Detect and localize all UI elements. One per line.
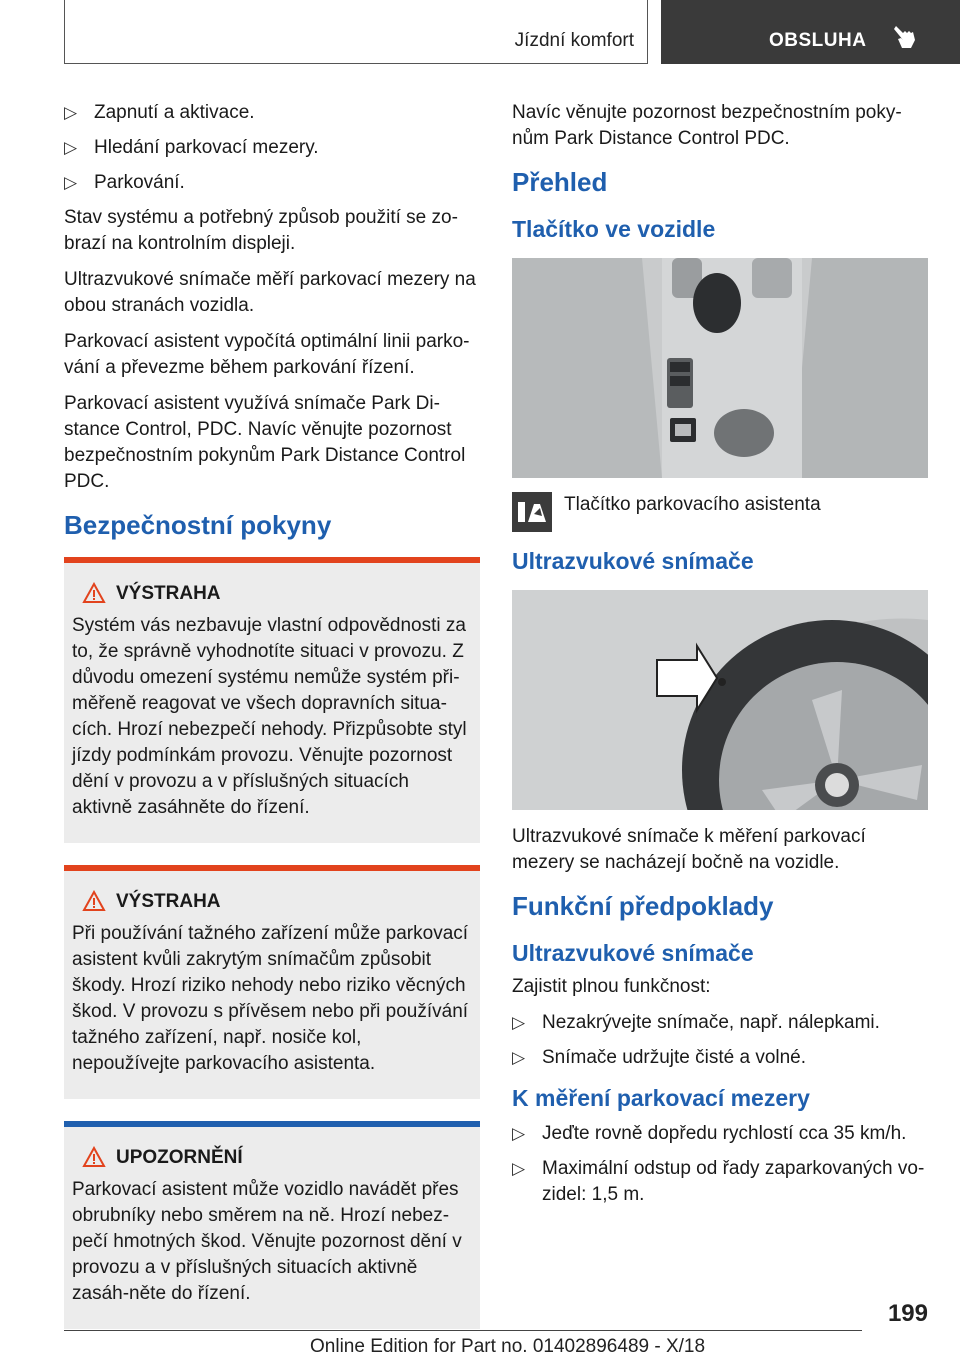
warning-box xyxy=(64,865,480,1099)
notice-text: Parkovací asistent může vozidlo navádět přes obrubníky nebo směrem na ně. Hrozí nebez-pečí hmotných škod. Věnujte pozornost dění v provozu a v příslušných situacích aktivně zasáh-něte do řízení. xyxy=(72,1179,462,1304)
parking-assistant-button-icon xyxy=(512,492,552,537)
warning-triangle-icon xyxy=(82,1146,106,1176)
side-sensor-photo xyxy=(512,590,928,810)
warning-bar xyxy=(64,865,480,871)
paragraph: Parkovací asistent vypočítá optimální linii parko-vání a převezme během parkování řízení. xyxy=(64,331,470,378)
bullet-triangle-icon: ▷ xyxy=(512,1013,526,1032)
warning-bar xyxy=(64,557,480,563)
sensors-heading: Ultrazvukové snímače xyxy=(512,548,754,574)
footer-edition: Online Edition for Part no. 01402896489 - X/18 xyxy=(310,1336,706,1357)
warning-text: Systém vás nezbavuje vlastní odpovědnosti za to, že správně vyhodnotíte situaci v provozu. Z důvodu omezení systému nemůže systém při-měřeně reagovat ve všech dopravních situa-cích. Hrozí nebezpečí nehody. Přizpůsobte styl jízdy podmínkám provozu. Věnujte pozornost dění v provozu a v příslušných situacích aktivně zasáhněte do řízení. xyxy=(72,615,467,818)
paragraph: Parkovací asistent využívá snímače Park Di-stance Control, PDC. Navíc věnujte pozornost bezpečnostním pokynům Park Distance Control PDC. xyxy=(64,393,466,492)
warning-box xyxy=(64,557,480,843)
bullet-triangle-icon: ▷ xyxy=(512,1048,526,1067)
list-item: ▷ Parkování. xyxy=(64,170,480,196)
req-sensors-heading: Ultrazvukové snímače xyxy=(512,940,754,966)
right-column xyxy=(512,100,928,1217)
left-column xyxy=(64,100,480,1351)
pointing-hand-icon xyxy=(893,24,917,55)
section-title: Jízdní komfort xyxy=(514,30,634,51)
bullet-triangle-icon: ▷ xyxy=(64,103,78,122)
list-item: ▷ Zapnutí a aktivace. xyxy=(64,100,480,126)
list-item: ▷ Maximální odstup od řady zaparkovaných vo-zidel: 1,5 m. xyxy=(512,1158,925,1205)
paragraph: Navíc věnujte pozornost bezpečnostním poky-nům Park Distance Control PDC. xyxy=(512,102,902,149)
warning-text: Při používání tažného zařízení může parkovací asistent kvůli zakrytým snímačům způsobit škody. Hrozí riziko nehody nebo riziko věcných škod. V provozu s přívěsem nebo při používání tažného zařízení, např. nosiče kol, nepoužívejte parkovacího asistenta. xyxy=(72,923,469,1074)
footer-divider xyxy=(64,1330,862,1331)
page-number: 199 xyxy=(887,1300,928,1327)
warning-title: VÝSTRAHA xyxy=(116,583,221,604)
bullet-triangle-icon: ▷ xyxy=(512,1124,526,1143)
list-item: ▷ Jeďte rovně dopředu rychlostí cca 35 km/h. xyxy=(512,1121,928,1147)
paragraph: Ultrazvukové snímače měří parkovací mezery na obou stranách vozidla. xyxy=(64,269,476,316)
button-caption: Tlačítko parkovacího asistenta xyxy=(564,494,821,515)
notice-bar xyxy=(64,1121,480,1127)
measure-heading: K měření parkovací mezery xyxy=(512,1085,810,1111)
paragraph: Stav systému a potřebný způsob použití se zo-brazí na kontrolním displeji. xyxy=(64,207,458,254)
console-photo xyxy=(512,258,928,478)
notice-title: UPOZORNĚNÍ xyxy=(116,1147,243,1168)
warning-title: VÝSTRAHA xyxy=(116,891,221,912)
notice-box xyxy=(64,1121,480,1329)
safety-heading: Bezpečnostní pokyny xyxy=(64,510,332,540)
chapter-tab[interactable] xyxy=(661,0,960,64)
overview-heading: Přehled xyxy=(512,167,608,197)
list-item: ▷ Hledání parkovací mezery. xyxy=(64,135,480,161)
button-heading: Tlačítko ve vozidle xyxy=(512,216,716,242)
list-item: ▷ Nezakrývejte snímače, např. nálepkami. xyxy=(512,1010,928,1036)
bullet-triangle-icon: ▷ xyxy=(512,1159,526,1178)
warning-triangle-icon xyxy=(82,582,106,612)
button-caption-row xyxy=(512,492,928,532)
chapter-tab-label: OBSLUHA xyxy=(769,30,867,51)
list-item: ▷ Snímače udržujte čisté a volné. xyxy=(512,1045,928,1071)
bullet-triangle-icon: ▷ xyxy=(64,138,78,157)
requirements-heading: Funkční předpoklady xyxy=(512,891,774,921)
warning-triangle-icon xyxy=(82,890,106,920)
sensors-caption: Ultrazvukové snímače k měření parkovací mezery se nacházejí bočně na vozidle. xyxy=(512,826,866,873)
bullet-triangle-icon: ▷ xyxy=(64,173,78,192)
paragraph: Zajistit plnou funkčnost: xyxy=(512,976,711,997)
